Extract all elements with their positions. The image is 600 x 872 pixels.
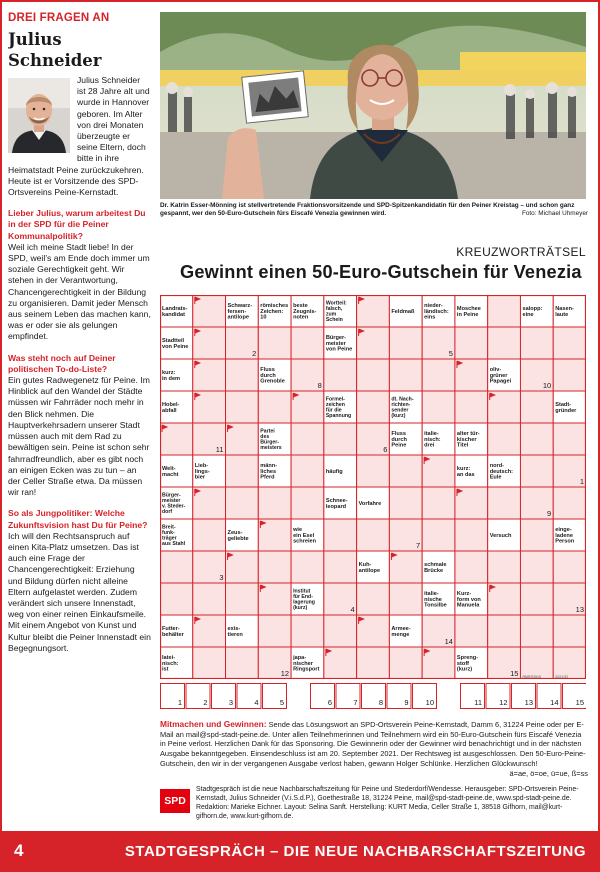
crossword-answer-cell[interactable]: [520, 487, 553, 519]
crossword-clue-cell: [389, 295, 422, 327]
crossword-answer-cell[interactable]: [193, 359, 226, 391]
puzzle-credit-1: RMRS3915: [522, 675, 542, 679]
crossword-answer-cell[interactable]: [520, 583, 553, 615]
crossword-answer-cell[interactable]: [193, 487, 226, 519]
crossword-answer-cell[interactable]: [160, 583, 193, 615]
crossword-answer-cell[interactable]: [226, 647, 259, 679]
crossword-answer-cell[interactable]: [488, 615, 521, 647]
crossword-clue-cell: [160, 359, 193, 391]
crossword-answer-cell[interactable]: [553, 359, 586, 391]
question-3: So als Jungpolitiker: Welche Zukunftsvision hast Du für Peine?: [8, 508, 148, 530]
crossword-answer-cell[interactable]: [553, 615, 586, 647]
contest-note: ä=ae, ö=oe, ü=ue, ß=ss: [509, 768, 588, 778]
crossword-answer-cell[interactable]: [258, 487, 291, 519]
crossword-clue-cell: [324, 487, 357, 519]
crossword-clue-text: beste Zeugnis-noten: [293, 302, 317, 321]
crossword-answer-cell[interactable]: [291, 423, 324, 455]
solution-box[interactable]: [387, 684, 411, 709]
solution-number: 2: [252, 349, 257, 358]
crossword-answer-cell[interactable]: [193, 615, 226, 647]
crossword-clue-cell: [291, 519, 324, 551]
crossword-clue-text: italie-nische Tonsilbe: [424, 590, 447, 609]
crossword-answer-cell[interactable]: [193, 519, 226, 551]
crossword-answer-cell[interactable]: [520, 551, 553, 583]
crossword-answer-cell[interactable]: [488, 327, 521, 359]
solution-box-number: 7: [353, 698, 358, 707]
solution-box[interactable]: [161, 684, 185, 709]
solution-box-number: 2: [203, 698, 208, 707]
crossword-answer-cell[interactable]: [389, 519, 422, 551]
crossword-clue-cell: [160, 487, 193, 519]
solution-svg: [160, 683, 586, 709]
crossword-clue-cell: [226, 295, 259, 327]
crossword-clue-text: Feldmaß: [391, 308, 415, 315]
crossword-clue-text: Bürger-meister von Peine: [325, 334, 353, 353]
footer-page-number: 4: [14, 841, 24, 860]
crossword-clue-cell: [160, 391, 193, 423]
solution-box-number: 13: [524, 698, 533, 707]
crossword-answer-cell[interactable]: [324, 647, 357, 679]
solution-number: 6: [383, 445, 388, 454]
crossword-answer-cell[interactable]: [389, 583, 422, 615]
solution-box-number: 14: [550, 698, 559, 707]
crossword-answer-cell[interactable]: [357, 583, 390, 615]
crossword-clue-text: Zeus-geliebte: [227, 529, 249, 542]
solution-number: 1: [579, 477, 584, 486]
crossword-clue-cell: [324, 295, 357, 327]
contest-info: [160, 720, 588, 778]
crossword-answer-cell[interactable]: [258, 327, 291, 359]
solution-box-number: 9: [404, 698, 409, 707]
crossword-clue-text: Stadt-gründer: [555, 401, 577, 414]
crossword-answer-cell[interactable]: [357, 615, 390, 647]
crossword-clue-text: Stadtteil von Peine: [162, 337, 189, 350]
answer-1: Weil ich meine Stadt liebe! In der SPD, weil’s am Ende doch immer um soziale Gerechtigkeit geht. Wir stehen in der Verantwortung, Chancengerechtigkeit in der Bildung zu organisieren. Damit jeder Mensch aus seinem Leben das machen kann, was er oder sie als gelungen empfindet.: [8, 241, 151, 342]
crossword-answer-cell[interactable]: [422, 327, 455, 359]
crossword-answer-cell[interactable]: [520, 391, 553, 423]
solution-number: 12: [280, 669, 290, 678]
interview-name: [8, 29, 151, 71]
solution-number: 8: [317, 381, 322, 390]
solution-number: 13: [575, 605, 584, 614]
solution-row: [160, 683, 586, 709]
crossword-answer-cell[interactable]: [226, 487, 259, 519]
crossword-clue-text: Nasen-laute: [555, 305, 574, 318]
crossword-answer-cell[interactable]: [226, 455, 259, 487]
crossword-clue-text: nieder-ländisch: eins: [424, 302, 449, 321]
solution-number: 15: [510, 669, 519, 678]
crossword-clue-text: Armee-menge: [391, 625, 411, 638]
solution-number: 11: [215, 445, 224, 454]
crossword-answer-cell[interactable]: [520, 359, 553, 391]
crossword-answer-cell[interactable]: [553, 327, 586, 359]
solution-box[interactable]: [563, 684, 587, 709]
crossword-clue-text: salopp: eine: [522, 305, 543, 318]
crossword-clue-text: Vorfahre: [358, 500, 382, 507]
crossword-answer-cell[interactable]: [324, 615, 357, 647]
crossword-answer-cell[interactable]: [389, 359, 422, 391]
crossword-answer-cell[interactable]: [291, 359, 324, 391]
solution-box[interactable]: [311, 684, 335, 709]
crossword-svg: [160, 295, 586, 679]
crossword-clue-cell: [193, 455, 226, 487]
crossword-answer-cell[interactable]: [455, 487, 488, 519]
crossword-clue-cell: [422, 583, 455, 615]
crossword-answer-cell[interactable]: [389, 647, 422, 679]
crossword-answer-cell[interactable]: [357, 359, 390, 391]
crossword-clue-cell: [455, 423, 488, 455]
crossword-clue-cell: [389, 423, 422, 455]
solution-box-number: 5: [279, 698, 284, 707]
crossword-clue-cell: [389, 615, 422, 647]
crossword-clue-text: latei-nisch: ist: [162, 654, 179, 673]
crossword-clue-text: Institut für End-lagerung (kurz): [293, 588, 315, 611]
crossword-answer-cell[interactable]: [455, 391, 488, 423]
crossword-answer-cell[interactable]: [357, 391, 390, 423]
puzzle-credit-2: 2021/32: [555, 675, 569, 679]
interview-kicker: DREI FRAGEN AN: [8, 12, 110, 24]
crossword-clue-text: Hobel-abfall: [162, 401, 180, 414]
crossword-clue-cell: [258, 359, 291, 391]
portrait-image: [8, 78, 70, 153]
crossword-answer-cell[interactable]: [520, 615, 553, 647]
crossword-answer-cell[interactable]: [389, 551, 422, 583]
crossword-answer-cell[interactable]: [258, 551, 291, 583]
crossword-clue-text: Welt-macht: [162, 465, 179, 478]
crossword-clue-cell: [520, 295, 553, 327]
crossword-answer-cell[interactable]: [193, 647, 226, 679]
solution-number: 3: [219, 573, 224, 582]
crossword-clue-cell: [422, 295, 455, 327]
crossword-answer-cell[interactable]: [226, 551, 259, 583]
crossword-clue-text: kurz: an das: [456, 465, 475, 478]
crossword-answer-cell[interactable]: [291, 551, 324, 583]
crossword-answer-cell[interactable]: [324, 583, 357, 615]
contest-heading: Mitmachen und Gewinnen:: [160, 719, 267, 729]
crossword-answer-cell[interactable]: [258, 519, 291, 551]
crossword-answer-cell[interactable]: [357, 519, 390, 551]
crossword-answer-cell[interactable]: [291, 487, 324, 519]
crossword-clue-cell: [422, 423, 455, 455]
crossword-answer-cell[interactable]: [324, 519, 357, 551]
crossword-clue-text: dt. Nach-richten-sender (kurz): [391, 396, 414, 419]
crossword-answer-cell[interactable]: [226, 391, 259, 423]
solution-box[interactable]: [461, 684, 485, 709]
crossword-answer-cell[interactable]: [357, 423, 390, 455]
crossword-clue-cell: [389, 391, 422, 423]
solution-box-number: 11: [474, 698, 482, 707]
crossword-clue-cell: [488, 359, 521, 391]
crossword-answer-cell[interactable]: [422, 359, 455, 391]
crossword-answer-cell[interactable]: [324, 423, 357, 455]
solution-box-number: 6: [327, 698, 332, 707]
solution-box[interactable]: [486, 684, 510, 709]
crossword-clue-text: schmale Brücke: [424, 561, 447, 574]
crossword-answer-cell[interactable]: [455, 615, 488, 647]
crossword-answer-cell[interactable]: [193, 551, 226, 583]
crossword-clue-text: italie-nisch: drei: [424, 430, 441, 449]
interview-name-first: Julius: [8, 30, 62, 49]
crossword-clue-cell: [258, 455, 291, 487]
crossword-answer-cell[interactable]: [422, 647, 455, 679]
footer-bar: [0, 831, 600, 872]
crossword-clue-cell: [488, 519, 521, 551]
crossword-answer-cell[interactable]: [193, 583, 226, 615]
crossword-clue-text: alter tür-kischer Titel: [456, 430, 480, 449]
crossword-clue-text: oliv-grüner Papagei: [489, 366, 512, 385]
footer-title: STADTGESPRÄCH – DIE NEUE NACHBARSCHAFTSZEITUNG: [124, 843, 586, 860]
crossword-answer-cell[interactable]: [193, 423, 226, 455]
crossword-clue-text: Lieb-lings-bier: [194, 462, 210, 481]
crossword-clue-text: Spreng-stoff (kurz): [456, 654, 479, 673]
crossword-clue-cell: [324, 327, 357, 359]
crossword-clue-text: Partei des Bürger-meisters: [260, 428, 282, 451]
crossword-answer-cell[interactable]: [291, 391, 324, 423]
crossword-clue-cell: [160, 647, 193, 679]
crossword-answer-cell[interactable]: [357, 327, 390, 359]
solution-box-number: 10: [425, 698, 434, 707]
solution-box[interactable]: [537, 684, 561, 709]
crossword-answer-cell[interactable]: [553, 487, 586, 519]
photo-caption: [160, 202, 588, 219]
crossword-clue-cell: [422, 551, 455, 583]
crossword-clue-text: wie ein Esel schreien: [293, 526, 317, 545]
crossword-clue-text: Fluss durch Grenoble: [260, 366, 285, 385]
solution-number: 5: [448, 349, 453, 358]
crossword-answer-cell[interactable]: [553, 551, 586, 583]
crossword-clue-text: Versuch: [489, 532, 512, 539]
crossword-clue-text: männ-liches Pferd: [260, 462, 278, 481]
crossword-clue-cell: [488, 455, 521, 487]
interview-name-last: Schneider: [8, 51, 102, 70]
crossword-answer-cell[interactable]: [455, 519, 488, 551]
crossword-clue-text: römisches Zeichen: 10: [260, 302, 289, 321]
crossword-answer-cell[interactable]: [488, 391, 521, 423]
crossword-clue-cell: [324, 455, 357, 487]
crossword-clue-text: kurz: in dem: [162, 369, 181, 382]
crossword-answer-cell[interactable]: [226, 327, 259, 359]
solution-box[interactable]: [237, 684, 261, 709]
crossword-answer-cell[interactable]: [193, 295, 226, 327]
question-1: Lieber Julius, warum arbeitest Du in der SPD für die Peiner Kommunalpolitik?: [8, 208, 146, 241]
crossword-clue-text: Moschee in Peine: [456, 305, 481, 318]
crossword-answer-cell[interactable]: [422, 391, 455, 423]
solution-box-number: 12: [499, 698, 508, 707]
solution-number: 10: [542, 381, 552, 390]
crossword-answer-cell[interactable]: [389, 327, 422, 359]
crossword-answer-cell[interactable]: [389, 487, 422, 519]
question-2: Was steht noch auf Deiner politischen To-do-Liste?: [8, 352, 116, 374]
solution-box-number: 4: [254, 698, 259, 707]
crossword-clue-text: häufig: [325, 468, 343, 475]
crossword-clue-text: einge-ladene Person: [555, 526, 575, 545]
crossword-clue-text: Breit-funk-träger aus Stahl: [162, 524, 186, 547]
crossword-clue-cell: [455, 647, 488, 679]
crossword-answer-cell[interactable]: [160, 551, 193, 583]
crossword-clue-cell: [553, 519, 586, 551]
crossword-clue-text: exis-tieren: [227, 625, 243, 638]
solution-number: 4: [350, 605, 355, 614]
solution-box-number: 15: [575, 698, 584, 707]
contest-body: Sende das Lösungswort an SPD-Ortsverein Peine-Kernstadt, Damm 6, 31224 Peine oder per E-Mail an mail@spd-stadt-peine.de. Unter allen Teilnehmerinnen und Teilnehmern wird ein 50-Euro-Gutschein fürs Eiscafé Venezia in Peine verlost. Herzlichen Dank für das Sponsoring. Die Gewinnerin oder der Gewinner wird benachrichtigt und in der nächsten Ausgabe bekanntgegeben. Einsendeschluss ist am 20. September 2021. Der Rechtsweg ist ausgeschlossen. Den 50-Euro-Peine-Gutschein, den wir in der vergangenen Ausgabe verlost haben, gewann Holger Schlünke. Herzlichen Glückwunsch!: [160, 720, 586, 768]
crossword-answer-cell[interactable]: [520, 327, 553, 359]
spd-logo: SPD: [160, 789, 190, 813]
solution-box-number: 3: [228, 698, 233, 707]
crossword-clue-cell: [160, 455, 193, 487]
solution-box-number: 1: [177, 698, 182, 707]
crossword-clue-cell: [553, 391, 586, 423]
solution-box[interactable]: [413, 684, 437, 709]
crossword-answer-cell[interactable]: [422, 519, 455, 551]
crossword-answer-cell[interactable]: [226, 423, 259, 455]
crossword-clue-cell: [455, 583, 488, 615]
crossword-answer-cell[interactable]: [520, 519, 553, 551]
crossword-answer-cell[interactable]: [389, 455, 422, 487]
crossword-clue-cell: [291, 647, 324, 679]
solution-box[interactable]: [336, 684, 360, 709]
crossword-answer-cell[interactable]: [193, 391, 226, 423]
photo-illustration: [160, 12, 586, 199]
crossword-clue-cell: [455, 455, 488, 487]
crossword-clue-cell: [291, 583, 324, 615]
crossword-answer-cell[interactable]: [324, 551, 357, 583]
crossword-grid: [160, 295, 586, 679]
crossword-clue-text: Fluss durch Peine: [391, 430, 407, 449]
solution-box[interactable]: [186, 684, 210, 709]
crossword-answer-cell[interactable]: [455, 359, 488, 391]
crossword-clue-cell: [324, 391, 357, 423]
crossword-answer-cell[interactable]: [455, 327, 488, 359]
crossword-clue-text: Bürger-meister v. Steder-dorf: [162, 492, 186, 515]
crossword-answer-cell[interactable]: [226, 583, 259, 615]
crossword-answer-cell[interactable]: [422, 615, 455, 647]
crossword-answer-cell[interactable]: [455, 551, 488, 583]
crossword-answer-cell[interactable]: [357, 295, 390, 327]
crossword-answer-cell[interactable]: [226, 359, 259, 391]
photo-caption-text: Dr. Katrin Esser-Mönning ist stellvertretende Fraktionsvorsitzende und SPD-Spitzenkandidatin für den Peiner Kreistag – und schon ganz gespannt, wer den 50-Euro-Gutschein fürs Eiscafé Venezia gewinnen wird.: [160, 202, 575, 218]
crossword-clue-text: Landrats-kandidat: [162, 305, 188, 318]
crossword-clue-text: Schnee-leopard: [325, 497, 348, 510]
crossword-answer-cell[interactable]: [357, 647, 390, 679]
crossword-clue-cell: [160, 327, 193, 359]
crossword-clue-cell: [160, 615, 193, 647]
crossword-clue-text: nord-deutsch: Eule: [489, 462, 514, 481]
crossword-clue-text: Kurz-form von Manuela: [456, 590, 481, 609]
crossword-clue-cell: [160, 519, 193, 551]
crossword-clue-cell: [258, 295, 291, 327]
crossword-answer-cell[interactable]: [258, 615, 291, 647]
crossword-answer-cell[interactable]: [291, 327, 324, 359]
crossword-answer-cell[interactable]: [520, 423, 553, 455]
solution-box-number: 8: [378, 698, 383, 707]
solution-number: 7: [415, 541, 421, 550]
portrait-illustration: [8, 78, 70, 153]
crossword-answer-cell[interactable]: [357, 455, 390, 487]
crossword-answer-cell[interactable]: [488, 423, 521, 455]
crossword-answer-cell[interactable]: [488, 487, 521, 519]
solution-box[interactable]: [512, 684, 536, 709]
crossword-answer-cell[interactable]: [422, 487, 455, 519]
impressum-text: Stadtgespräch ist die neue Nachbarschaftszeitung für Peine und Stederdorf/Wendesse. Herausgeber: SPD-Ortsverein Peine-Kernstadt, Julius Schneider (V.i.S.d.P.), Goethestraße 18, 31224 Peine, mail@spd-stadt-peine.de, www.spd-stadt-peine.de. Redaktion: Marieke Eichner. Layout: Selina Sanft. Herstellung: KURT Media, Celler Straße 1, 38518 Gifhorn, mail@kurt-gifhorn.de, www.kurt-gifhorn.de.: [196, 786, 579, 820]
crossword-answer-cell[interactable]: [258, 391, 291, 423]
crossword-answer-cell[interactable]: [488, 647, 521, 679]
crossword-answer-cell[interactable]: [488, 583, 521, 615]
puzzle-title: Gewinnt einen 50-Euro-Gutschein für Venezia: [180, 262, 582, 282]
crossword-clue-cell: [226, 615, 259, 647]
crossword-answer-cell[interactable]: [553, 423, 586, 455]
crossword-answer-cell[interactable]: [488, 551, 521, 583]
crossword-clue-text: Schwarz-fersen-antilope: [227, 302, 253, 321]
feature-photo: [160, 12, 586, 199]
crossword-clue-text: Wortteil: falsch, zum Schein: [325, 300, 347, 323]
crossword-answer-cell[interactable]: [520, 455, 553, 487]
crossword-clue-cell: [455, 295, 488, 327]
crossword-clue-cell: [258, 423, 291, 455]
interview-column: [8, 12, 151, 822]
solution-number: 9: [547, 509, 552, 518]
crossword-answer-cell[interactable]: [488, 295, 521, 327]
solution-number: 14: [444, 637, 453, 646]
interview-bio: Julius Schneider ist 28 Jahre alt und wurde in Hannover geboren. Im Alter von drei Monaten überzeugte er seine Eltern, doch bitte in ihre Heimatstadt Peine zurückzukehren. Heute ist er Vorsitzende des SPD-Ortsvereins Peine-Kernstadt.: [8, 75, 150, 198]
crossword-answer-cell[interactable]: [193, 327, 226, 359]
crossword-clue-cell: [553, 295, 586, 327]
crossword-answer-cell[interactable]: [553, 455, 586, 487]
crossword-clue-cell: [160, 295, 193, 327]
crossword-clue-text: Kuh-antilope: [358, 561, 381, 574]
crossword-answer-cell[interactable]: [324, 359, 357, 391]
crossword-answer-cell[interactable]: [291, 615, 324, 647]
crossword-answer-cell[interactable]: [258, 583, 291, 615]
answer-2: Ein gutes Radwegenetz für Peine. Im Hinblick auf den Wandel der Städte müssen wir Fahrräder noch mehr in den Blick nehmen. Die Hauptverkehrsadern unserer Stadt müssen auch mit dem Rad zu bewältigen sein. Peine ist schon sehr fahrradfreundlich, aber es gibt noch an einigen Ecken was zu tun – an der Celler Straße etwa. Da müssen wir ran!: [8, 375, 150, 498]
crossword-clue-cell: [357, 487, 390, 519]
crossword-answer-cell[interactable]: [422, 455, 455, 487]
crossword-clue-text: Formel-zeichen für die Spannung: [325, 396, 352, 419]
puzzle-kicker: KREUZWORTRÄTSEL: [456, 245, 586, 259]
crossword-clue-cell: [291, 295, 324, 327]
crossword-answer-cell[interactable]: [160, 423, 193, 455]
answer-3: Ich will den Rechtsanspruch auf einen Kita-Platz umsetzen. Das ist auch eine Frage der Chancengerechtigkeit: Erziehung und Bildung dürfen nicht alleine Eltern aufgelastet werden. Zudem verändert sich unsere Innenstadt, weg von einer reinen Einkaufsmeile. Mit einem Angebot von Kunst und Kultur bleibt die Peiner Innenstadt ein Begegnungsort.: [8, 530, 151, 653]
crossword-clue-cell: [357, 551, 390, 583]
crossword-answer-cell[interactable]: [291, 455, 324, 487]
crossword-answer-cell[interactable]: [553, 583, 586, 615]
crossword-answer-cell[interactable]: [258, 647, 291, 679]
solution-box[interactable]: [362, 684, 386, 709]
photo-credit: Foto: Michael Uhmeyer: [521, 210, 588, 218]
crossword-clue-text: Futter-behälter: [162, 625, 184, 638]
solution-box[interactable]: [212, 684, 236, 709]
solution-box[interactable]: [263, 684, 287, 709]
impressum-box: [160, 785, 588, 821]
crossword-clue-cell: [226, 519, 259, 551]
crossword-clue-text: japa-nischer Ringsport: [293, 654, 320, 673]
